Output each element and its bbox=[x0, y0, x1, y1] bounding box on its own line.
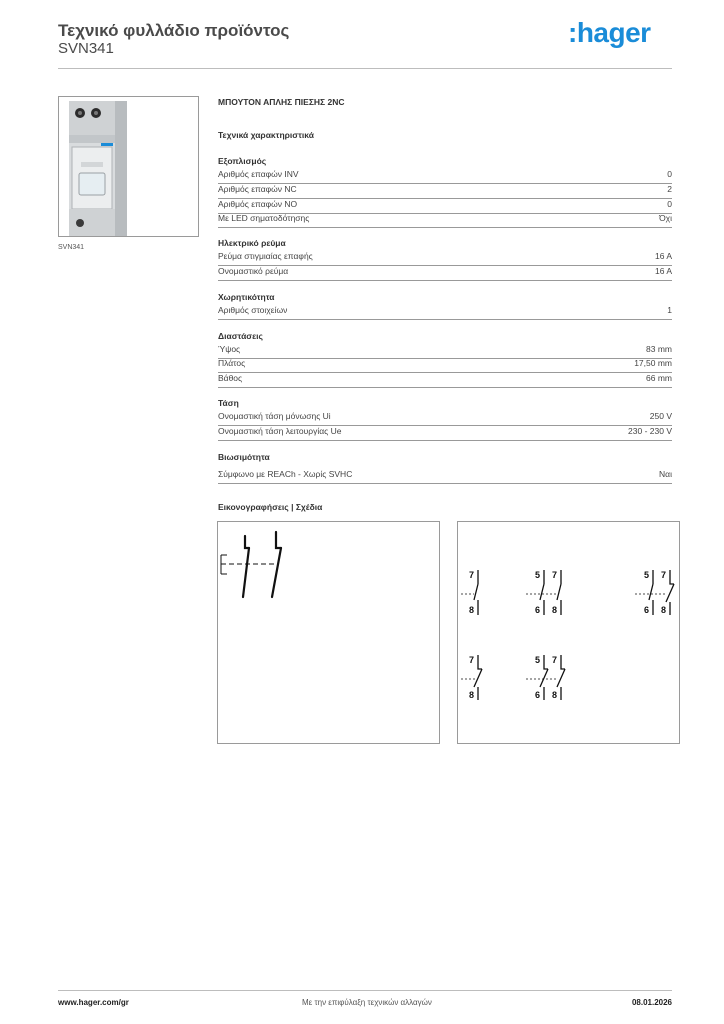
terminal-label: 5 bbox=[535, 570, 541, 580]
terminal-label: 6 bbox=[644, 605, 650, 615]
spec-label: Αριθμός στοιχείων bbox=[218, 305, 288, 315]
website-link[interactable]: www.hager.com/gr bbox=[58, 998, 129, 1007]
section-title-current: Ηλεκτρικό ρεύμα bbox=[218, 238, 286, 248]
spec-value: 16 A bbox=[654, 266, 672, 276]
spec-row bbox=[218, 213, 672, 228]
contact-symbol-1 bbox=[461, 570, 478, 615]
contact-configuration-drawing bbox=[457, 521, 680, 744]
contact-symbol-2 bbox=[526, 570, 561, 615]
document-title: Τεχνικό φυλλάδιο προϊόντος bbox=[58, 21, 290, 40]
spec-label: Βάθος bbox=[218, 373, 243, 383]
spec-value: 0 bbox=[667, 169, 672, 179]
spec-value: 230 - 230 V bbox=[628, 426, 672, 436]
spec-label: Αριθμός επαφών NO bbox=[218, 199, 298, 209]
spec-label: Αριθμός επαφών INV bbox=[218, 169, 299, 179]
spec-label: Αριθμός επαφών NC bbox=[218, 184, 297, 194]
spec-row bbox=[218, 305, 672, 320]
spec-row bbox=[218, 344, 672, 359]
terminal-label: 7 bbox=[552, 655, 558, 665]
document-date: 08.01.2026 bbox=[631, 998, 672, 1007]
product-photo bbox=[58, 96, 199, 237]
terminal-label: 6 bbox=[535, 605, 541, 615]
spec-row bbox=[218, 469, 672, 484]
spec-row bbox=[218, 199, 672, 214]
spec-row bbox=[218, 373, 672, 388]
contact-symbol-5 bbox=[526, 655, 565, 700]
spec-value: 0 bbox=[667, 199, 672, 209]
spec-value: 17,50 mm bbox=[634, 358, 672, 368]
terminal-label: 8 bbox=[469, 690, 475, 700]
contact-symbol-3 bbox=[635, 570, 674, 615]
spec-value: Όχι bbox=[659, 213, 672, 223]
spec-label: Σύμφωνο με REACh - Χωρίς SVHC bbox=[218, 469, 353, 479]
terminal-label: 7 bbox=[469, 655, 475, 665]
terminal-label: 5 bbox=[535, 655, 541, 665]
spec-label: Πλάτος bbox=[218, 358, 246, 368]
section-title-voltage: Τάση bbox=[218, 398, 239, 408]
spec-value: Ναι bbox=[659, 469, 672, 479]
spec-value: 1 bbox=[667, 305, 672, 315]
spec-row bbox=[218, 426, 672, 441]
section-title-capacity: Χωρητικότητα bbox=[218, 292, 275, 302]
spec-label: Ύψος bbox=[218, 344, 241, 354]
spec-value: 16 A bbox=[654, 251, 672, 261]
spec-row bbox=[218, 169, 672, 184]
spec-label: Ρεύμα στιγμιαίας επαφής bbox=[218, 251, 313, 261]
technical-characteristics-heading: Τεχνικά χαρακτηριστικά bbox=[218, 130, 314, 140]
spec-row bbox=[218, 251, 672, 266]
spec-label: Με LED σηματοδότησης bbox=[218, 213, 310, 223]
terminal-label: 8 bbox=[552, 690, 558, 700]
terminal-label: 7 bbox=[552, 570, 558, 580]
spec-row bbox=[218, 358, 672, 373]
spec-value: 2 bbox=[667, 184, 672, 194]
terminal-label: 7 bbox=[469, 570, 475, 580]
spec-value: 250 V bbox=[649, 411, 672, 421]
spec-value: 66 mm bbox=[646, 373, 672, 383]
product-code: SVN341 bbox=[58, 40, 114, 57]
product-title: ΜΠΟΥΤΟΝ ΑΠΛΗΣ ΠΙΕΣΗΣ 2NC bbox=[218, 97, 345, 107]
contact-symbol-4 bbox=[461, 655, 482, 700]
drawings-heading: Εικονογραφήσεις | Σχέδια bbox=[218, 502, 323, 512]
section-title-equipment: Εξοπλισμός bbox=[218, 156, 267, 166]
section-title-dimensions: Διαστάσεις bbox=[218, 331, 263, 341]
footer-divider bbox=[58, 990, 672, 991]
header-divider bbox=[58, 68, 672, 69]
terminal-label: 8 bbox=[661, 605, 667, 615]
terminal-label: 7 bbox=[661, 570, 667, 580]
terminal-label: 6 bbox=[535, 690, 541, 700]
terminal-label: 5 bbox=[644, 570, 650, 580]
wiring-symbol-drawing bbox=[217, 521, 440, 744]
spec-row bbox=[218, 184, 672, 199]
terminal-label: 8 bbox=[552, 605, 558, 615]
photo-caption: SVN341 bbox=[58, 244, 85, 251]
spec-value: 83 mm bbox=[646, 344, 672, 354]
disclaimer-note: Με την επιφύλαξη τεχνικών αλλαγών bbox=[302, 998, 432, 1007]
hager-logo: :hager bbox=[568, 17, 651, 48]
spec-label: Ονομαστική τάση λειτουργίας Ue bbox=[218, 426, 342, 436]
terminal-label: 8 bbox=[469, 605, 475, 615]
spec-row bbox=[218, 411, 672, 426]
spec-row bbox=[218, 266, 672, 281]
spec-label: Ονομαστική τάση μόνωσης Ui bbox=[218, 411, 331, 421]
spec-label: Ονομαστικό ρεύμα bbox=[218, 266, 289, 276]
section-title-sustainability: Βιωσιμότητα bbox=[218, 452, 270, 462]
